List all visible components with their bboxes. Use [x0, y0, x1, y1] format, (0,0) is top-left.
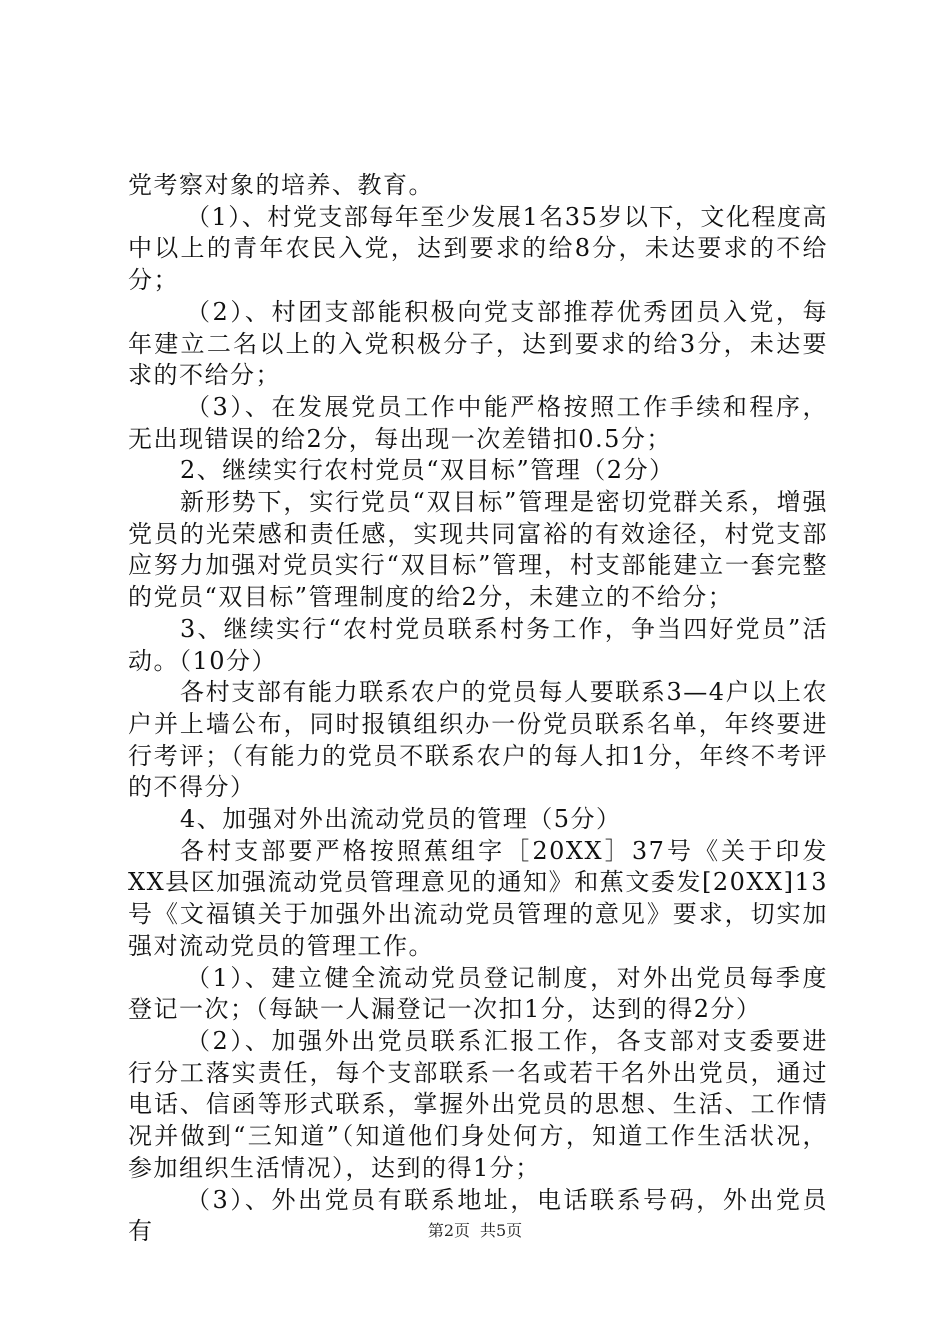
- section-heading: 4、加强对外出流动党员的管理（5分）: [180, 805, 622, 834]
- page-total: 共5页: [480, 1221, 523, 1240]
- page-footer: [0, 1221, 950, 1241]
- paragraph: 各村支部有能力联系农户的党员每人要联系3—4户以上农户并上墙公布，同时报镇组织办一份党员联系名单，年终要进行考评；（有能力的党员不联系农户的每人扣1分，年终不考评的不得分）: [128, 678, 828, 802]
- document-body: [128, 170, 828, 1248]
- page-number: 第2页: [427, 1221, 470, 1240]
- paragraph: （3）、外出党员有联系地址，电话联系号码，外出党员有: [128, 1185, 828, 1246]
- paragraph: （3）、在发展党员工作中能严格按照工作手续和程序，无出现错误的给2分，每出现一次差错扣0.5分；: [128, 392, 828, 453]
- paragraph: 各村支部要严格按照蕉组字［20XX］37号《关于印发XX县区加强流动党员管理意见的通知》和蕉文委发[20XX]13号《文福镇关于加强外出流动党员管理的意见》要求，切实加强对流动党员的管理工作。: [128, 836, 828, 960]
- paragraph: 新形势下，实行党员“双目标”管理是密切党群关系，增强党员的光荣感和责任感，实现共同富裕的有效途径，村党支部应努力加强对党员实行“双目标”管理，村支部能建立一套完整的党员“双目标”管理制度的给2分，未建立的不给分；: [128, 488, 828, 612]
- paragraph: （1）、村党支部每年至少发展1名35岁以下，文化程度高中以上的青年农民入党，达到要求的给8分，未达要求的不给分；: [128, 202, 828, 295]
- section-heading: 3、继续实行“农村党员联系村务工作，争当四好党员”活动。（10分）: [128, 614, 828, 675]
- paragraph: （1）、建立健全流动党员登记制度，对外出党员每季度登记一次；（每缺一人漏登记一次扣1分，达到的得2分）: [128, 963, 828, 1024]
- section-heading: 2、继续实行农村党员“双目标”管理（2分）: [180, 456, 675, 485]
- paragraph: 党考察对象的培养、教育。: [128, 171, 434, 199]
- paragraph: （2）、村团支部能积极向党支部推荐优秀团员入党，每年建立二名以上的入党积极分子，达到要求的给3分，未达要求的不给分；: [128, 297, 828, 390]
- paragraph: （2）、加强外出党员联系汇报工作，各支部对支委要进行分工落实责任，每个支部联系一名或若干名外出党员，通过电话、信函等形式联系，掌握外出党员的思想、生活、工作情况并做到“三知道”（知道他们身处何方，知道工作生活状况，参加组织生活情况），达到的得1分；: [128, 1026, 828, 1182]
